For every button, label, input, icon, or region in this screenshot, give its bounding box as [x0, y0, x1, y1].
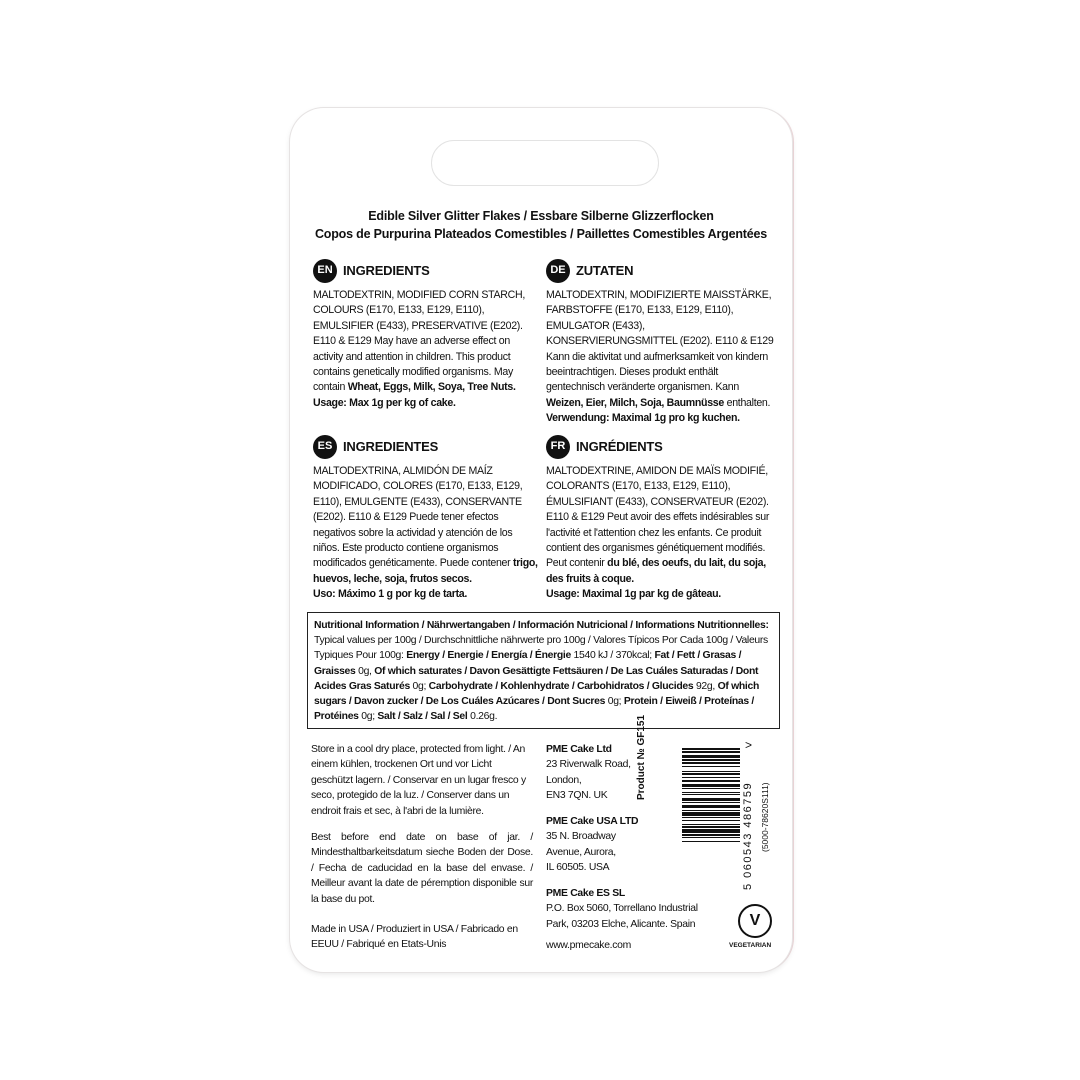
- badge-es: ES: [313, 435, 337, 459]
- nutrition-box: Nutritional Information / Nährwertangaben / Información Nutricional / Informations Nutritionnelles: Typical values per 100g / Durchschnittliche nährwerte pro 100g / Valores Típicos Por Cada 100g / Valeurs Typiques Pour 100g: Energy / Energie / Energía / Énergie 1540 kJ / 370kcal; Fat / Fett / Grasas / Graisses 0g, Of which saturates / Davon Gesättigte Fettsäuren / De Las Cuáles Saturadas / Dont Acides Gras Saturés 0g; Carbohydrate / Kohlenhydrate / Carbohidratos / Glucides 92g, Of which sugars / Davon zucker / De Los Cuáles Azúcares / Dont Sucres 0g; Protein / Eiweiß / Proteínas / Protéines 0g; Salt / Salz / Sal / Sel 0.26g.: [307, 612, 780, 729]
- usage-es: Uso: Máximo 1 g por kg de tarta.: [313, 588, 468, 601]
- ingredients-en: MALTODEXTRIN, MODIFIED CORN STARCH, COLOURS (E170, E133, E129, E110), EMULSIFIER (E433), PRESERVATIVE (E202). E110 & E129 May have an adverse effect on activity and attention in children. This product contains genetically modified organisms. May contain Wheat, Eggs, Milk, Soya, Tree Nuts. Usage: Max 1g per kg of cake.: [313, 289, 525, 409]
- barcode-arrow: >: [745, 738, 753, 752]
- best-before-text: Best before end date on base of jar. / Mindesthaltbarkeitsdatum sieche Boden der Dose. / Fecha de caducidad en la base del envase. / Meilleur avant la date de péremption disponible sur la base du pot.: [311, 832, 533, 905]
- secondary-code: (5000-78620S111): [760, 782, 770, 852]
- badge-fr: FR: [546, 435, 570, 459]
- hang-slot: [431, 140, 659, 186]
- section-en: [313, 258, 541, 411]
- section-es: [313, 434, 541, 603]
- product-number: Product № GF151: [636, 714, 647, 800]
- heading-fr: INGRÉDIENTS: [576, 439, 663, 455]
- website-link[interactable]: www.pmecake.com: [546, 940, 632, 951]
- barcode-digits: 5 060543 486759: [742, 781, 754, 890]
- barcode: [682, 748, 740, 878]
- heading-de: ZUTATEN: [576, 263, 634, 279]
- section-de: [546, 258, 774, 427]
- ingredients-de: MALTODEXTRIN, MODIFIZIERTE MAISSTÄRKE, FARBSTOFFE (E170, E133, E129, E110), EMULGATOR (E433), KONSERVIERUNGSMITTEL (E202). E110 & E129 Kann die aktivitat und aufmerksamkeit von kindern beeintrachtigen. Dieses produkt enthält gentechnisch veränderte organismen. Kann Weizen, Eier, Milch, Soja, Baumnüsse enthalten. Verwendung: Maximal 1g pro kg kuchen.: [546, 289, 774, 425]
- storage-text: Store in a cool dry place, protected from light. / An einem kühlen, trockenen Ort und vor Licht geschützt lagern. / Conservar en un lugar fresco y seco, protegido de la luz. / Conserver dans un endroit frais et sec, à l'abri de la lumière.: [311, 744, 526, 817]
- section-fr: [546, 434, 774, 603]
- usage-de: Verwendung: Maximal 1g pro kg kuchen.: [546, 412, 740, 425]
- product-title: Edible Silver Glitter Flakes / Essbare Silberne Glizzerflocken: [368, 209, 714, 223]
- ingredients-es: MALTODEXTRINA, ALMIDÓN DE MAÍZ MODIFICADO, COLORES (E170, E133, E129, E110), EMULGENTE (E433), CONSERVANTE (E202). E110 & E129 Puede tener efectos negativos sobre la actividad y atención de los niños. Este producto contiene organismos modificados genéticamente. Puede contener trigo, huevos, leche, soja, frutos secos. Uso: Máximo 1 g por kg de tarta.: [313, 465, 538, 601]
- barcode-gap: [682, 842, 740, 843]
- made-in-text: Made in USA / Produziert in USA / Fabricado en EEUU / Fabriqué en Etats-Unis: [311, 924, 518, 951]
- address-usa: PME Cake USA LTD 35 N. Broadway Avenue, Aurora, IL 60505. USA: [546, 816, 639, 874]
- heading-es: INGREDIENTES: [343, 439, 439, 455]
- address-uk: PME Cake Ltd 23 Riverwalk Road, London, EN3 7QN. UK: [546, 744, 631, 802]
- usage-en: Usage: Max 1g per kg of cake.: [313, 396, 456, 409]
- vegetarian-icon: V: [738, 904, 772, 938]
- vegetarian-label: VEGETARIAN: [729, 942, 772, 949]
- usage-fr: Usage: Maximal 1g par kg de gâteau.: [546, 588, 721, 601]
- product-subtitle: Copos de Purpurina Plateados Comestibles / Paillettes Comestibles Argentées: [314, 227, 768, 241]
- badge-en: EN: [313, 259, 337, 283]
- badge-de: DE: [546, 259, 570, 283]
- ingredients-fr: MALTODEXTRINE, AMIDON DE MAÏS MODIFIÉ, COLORANTS (E170, E133, E129, E110), ÉMULSIFIANT (E433), CONSERVATEUR (E202). E110 & E129 Peut avoir des effets indésirables sur l'activité et l'attention chez les enfants. Ce produit contient des organismes génétiquement modifiés. Peut contenir du blé, des oeufs, du lait, du soja, des fruits à coque. Usage: Maximal 1g par kg de gâteau.: [546, 465, 770, 601]
- heading-en: INGREDIENTS: [343, 263, 430, 279]
- address-es: PME Cake ES SL P.O. Box 5060, Torrellano Industrial Park, 03203 Elche, Alicante. Spain: [546, 888, 698, 930]
